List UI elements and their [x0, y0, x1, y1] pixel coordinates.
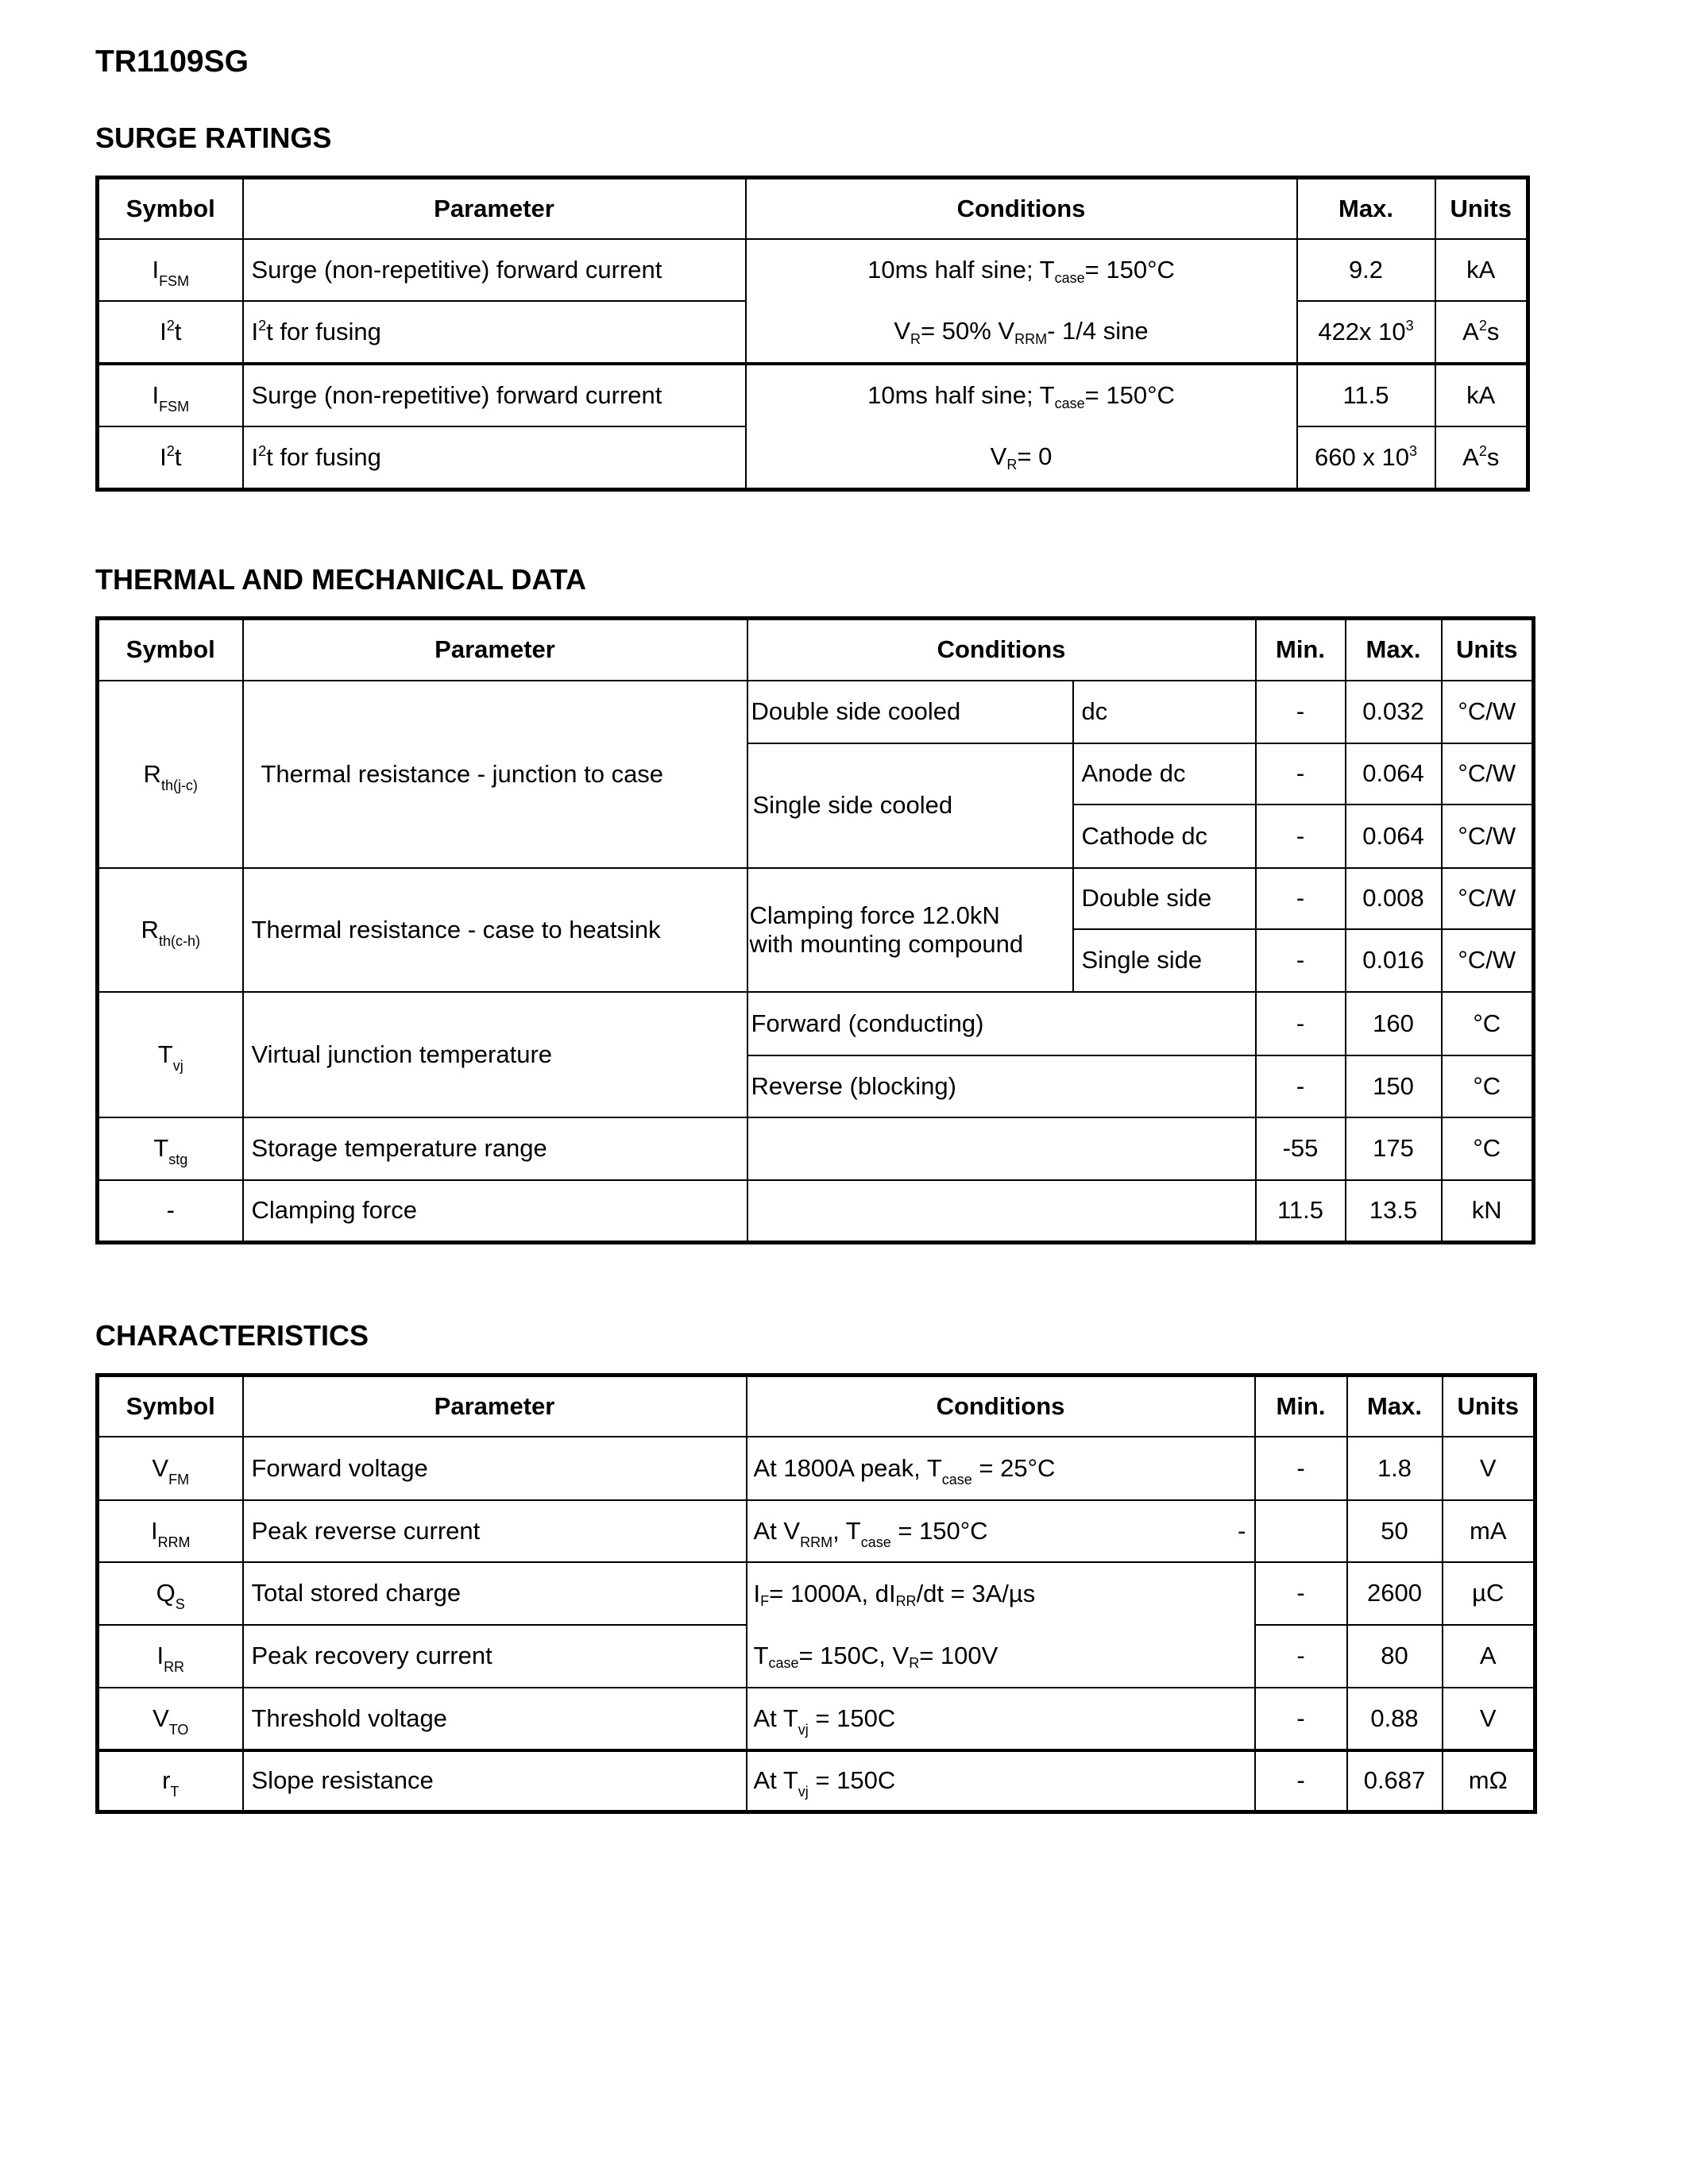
header-parameter: Parameter — [243, 619, 747, 681]
units-cell: °C/W — [1442, 743, 1534, 805]
table-header-row — [98, 178, 1528, 239]
conditions-cell — [747, 1117, 1256, 1180]
units-cell: A — [1443, 1625, 1535, 1688]
parameter-cell: Threshold voltage — [243, 1688, 747, 1750]
header-conditions: Conditions — [747, 1376, 1255, 1437]
conditions-cell: I F = 1000A, dI RR /dt = 3A/µs T case = 150C, V R = 100V — [747, 1562, 1255, 1688]
max-cell: 175 — [1346, 1117, 1442, 1180]
table-row — [98, 364, 1528, 426]
units-cell: °C/W — [1442, 805, 1534, 868]
header-symbol: Symbol — [98, 619, 243, 681]
conditions-cell: At $T_{vj} = 150C$ — [747, 1688, 1255, 1750]
sub-conditions-cell: Double side — [1073, 868, 1256, 929]
min-cell: - — [1256, 929, 1346, 992]
min-cell: - — [1256, 992, 1346, 1055]
max-cell: 50 — [1347, 1500, 1443, 1562]
units-cell: °C — [1442, 1055, 1534, 1117]
conditions-cell: - At $V_{RRM}$, $T_{case} = 150^\circ C$ — [747, 1500, 1255, 1562]
sub-conditions-cell: dc — [1073, 681, 1256, 743]
units-cell: °C/W — [1442, 868, 1534, 929]
table-header-row — [98, 619, 1534, 681]
table-row — [98, 1500, 1535, 1562]
header-parameter: Parameter — [243, 178, 746, 239]
max-cell: 422x $10^3$ — [1297, 301, 1435, 364]
max-cell: 80 — [1347, 1625, 1443, 1688]
header-conditions: Conditions — [746, 178, 1297, 239]
table-row — [98, 1750, 1535, 1812]
units-cell: V — [1443, 1688, 1535, 1750]
min-cell: - — [1255, 1625, 1347, 1688]
min-cell: - — [1255, 1688, 1347, 1750]
symbol-cell: $I_{RRM}$ — [98, 1500, 243, 1562]
max-cell: 1.8 — [1347, 1437, 1443, 1500]
parameter-cell: Clamping force — [243, 1180, 747, 1243]
symbol-cell: - — [98, 1180, 243, 1243]
symbol-cell: $I^2t$ — [98, 426, 243, 489]
max-cell: 11.5 — [1297, 364, 1435, 426]
characteristics-table — [95, 1373, 1537, 1814]
parameter-cell: Total stored charge — [243, 1562, 747, 1625]
table-row — [98, 1117, 1534, 1180]
sub-conditions-cell: Anode dc — [1073, 743, 1256, 805]
conditions-cell: Double side cooled — [747, 681, 1073, 743]
surge-ratings-table — [95, 176, 1530, 492]
max-cell: 2600 — [1347, 1562, 1443, 1625]
min-cell: - — [1255, 1562, 1347, 1625]
table-row — [98, 1180, 1534, 1243]
header-min: Min. — [1255, 1376, 1347, 1437]
conditions-cell: Single side cooled — [747, 743, 1073, 868]
parameter-cell: Forward voltage — [243, 1437, 747, 1500]
max-cell: 0.008 — [1346, 868, 1442, 929]
min-cell — [1255, 1500, 1347, 1562]
symbol-cell: $V_{FM}$ — [98, 1437, 243, 1500]
min-cell: 11.5 — [1256, 1180, 1346, 1243]
table-header-row — [98, 1376, 1535, 1437]
conditions-cell: 10ms half sine; T case = 150°C V R = 0 — [746, 364, 1297, 490]
symbol-cell: $I_{FSM}$ — [98, 239, 243, 302]
min-cell: - — [1256, 868, 1346, 929]
header-units: Units — [1442, 619, 1534, 681]
thermal-data-heading: THERMAL AND MECHANICAL DATA — [95, 563, 586, 596]
symbol-cell: $V_{TO}$ — [98, 1688, 243, 1750]
max-cell: 160 — [1346, 992, 1442, 1055]
header-symbol: Symbol — [98, 178, 243, 239]
max-cell: 0.032 — [1346, 681, 1442, 743]
max-cell: 0.687 — [1347, 1750, 1443, 1812]
characteristics-heading: CHARACTERISTICS — [95, 1319, 369, 1352]
parameter-cell: Peak recovery current — [243, 1625, 747, 1688]
header-symbol: Symbol — [98, 1376, 243, 1437]
header-max: Max. — [1297, 178, 1435, 239]
header-max: Max. — [1347, 1376, 1443, 1437]
symbol-cell: $T_{vj}$ — [98, 992, 243, 1117]
max-cell: 660 x $10^3$ — [1297, 426, 1435, 489]
conditions-cell — [747, 1180, 1256, 1243]
symbol-cell: $I_{FSM}$ — [98, 364, 243, 426]
max-cell: 150 — [1346, 1055, 1442, 1117]
units-cell: kA — [1435, 364, 1528, 426]
min-cell: - — [1255, 1750, 1347, 1812]
header-units: Units — [1435, 178, 1528, 239]
units-cell: V — [1443, 1437, 1535, 1500]
symbol-cell: $I_{RR}$ — [98, 1625, 243, 1688]
parameter-cell: Thermal resistance - junction to case — [243, 681, 747, 868]
units-cell: kA — [1435, 239, 1528, 302]
header-min: Min. — [1256, 619, 1346, 681]
parameter-cell: Storage temperature range — [243, 1117, 747, 1180]
units-cell: °C — [1442, 992, 1534, 1055]
symbol-cell: $Q_S$ — [98, 1562, 243, 1625]
max-cell: 0.88 — [1347, 1688, 1443, 1750]
surge-ratings-heading: SURGE RATINGS — [95, 122, 332, 154]
conditions-cell: Clamping force 12.0kN with mounting compound — [747, 868, 1073, 992]
header-max: Max. — [1346, 619, 1442, 681]
units-cell: °C — [1442, 1117, 1534, 1180]
conditions-cell: At 1800A peak, $T_{case} = 25^\circ C$ — [747, 1437, 1255, 1500]
min-cell: - — [1256, 805, 1346, 868]
table-row — [98, 1437, 1535, 1500]
conditions-cell: At $T_{vj} = 150C$ — [747, 1750, 1255, 1812]
thermal-data-table — [95, 616, 1535, 1244]
sub-conditions-cell: Cathode dc — [1073, 805, 1256, 868]
units-cell: µC — [1443, 1562, 1535, 1625]
parameter-cell: Virtual junction temperature — [243, 992, 747, 1117]
table-row — [98, 992, 1534, 1055]
sub-conditions-cell: Single side — [1073, 929, 1256, 992]
max-cell: 0.064 — [1346, 805, 1442, 868]
units-cell: °C/W — [1442, 929, 1534, 992]
units-cell: $A^2s$ — [1435, 426, 1528, 489]
min-cell: -55 — [1256, 1117, 1346, 1180]
table-row — [98, 681, 1534, 743]
symbol-cell: $T_{stg}$ — [98, 1117, 243, 1180]
header-conditions: Conditions — [747, 619, 1256, 681]
table-row — [98, 239, 1528, 302]
parameter-cell: Surge (non-repetitive) forward current — [243, 364, 746, 426]
parameter-cell: Slope resistance — [243, 1750, 747, 1812]
min-cell: - — [1256, 1055, 1346, 1117]
parameter-cell: $I^2t$ for fusing — [243, 301, 746, 364]
symbol-cell: $r_T$ — [98, 1750, 243, 1812]
conditions-cell: Forward (conducting) — [747, 992, 1256, 1055]
min-cell: - — [1256, 743, 1346, 805]
units-cell: mΩ — [1443, 1750, 1535, 1812]
symbol-cell: $I^2t$ — [98, 301, 243, 364]
parameter-cell: $I^2t$ for fusing — [243, 426, 746, 489]
min-cell: - — [1255, 1437, 1347, 1500]
header-units: Units — [1443, 1376, 1535, 1437]
symbol-cell: $R_{th(j-c)}$ — [98, 681, 243, 868]
document-title: TR1109SG — [95, 44, 249, 79]
header-parameter: Parameter — [243, 1376, 747, 1437]
conditions-cell: 10ms half sine; T case = 150°C V R = 50% V RRM - 1/4 sine — [746, 239, 1297, 364]
parameter-cell: Surge (non-repetitive) forward current — [243, 239, 746, 302]
symbol-cell: $R_{th(c-h)}$ — [98, 868, 243, 992]
max-cell: 9.2 — [1297, 239, 1435, 302]
table-row — [98, 1562, 1535, 1625]
table-row — [98, 1688, 1535, 1750]
units-cell: mA — [1443, 1500, 1535, 1562]
min-cell: - — [1256, 681, 1346, 743]
units-cell: kN — [1442, 1180, 1534, 1243]
max-cell: 0.064 — [1346, 743, 1442, 805]
parameter-cell: Peak reverse current — [243, 1500, 747, 1562]
units-cell: °C/W — [1442, 681, 1534, 743]
table-row — [98, 868, 1534, 929]
max-cell: 13.5 — [1346, 1180, 1442, 1243]
units-cell: $A^2s$ — [1435, 301, 1528, 364]
parameter-cell: Thermal resistance - case to heatsink — [243, 868, 747, 992]
max-cell: 0.016 — [1346, 929, 1442, 992]
conditions-cell: Reverse (blocking) — [747, 1055, 1256, 1117]
